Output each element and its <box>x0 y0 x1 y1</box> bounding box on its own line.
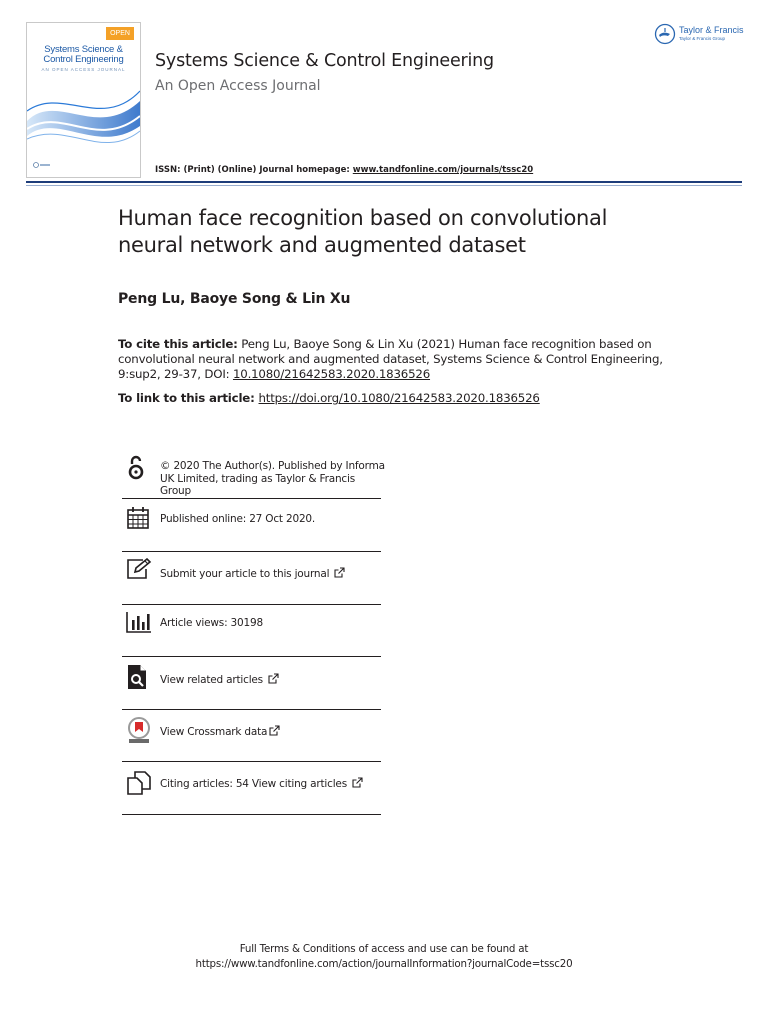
calendar-icon <box>126 506 150 530</box>
publisher-logo-text: Taylor & Francis <box>679 25 744 35</box>
issn-label: ISSN: (Print) (Online) Journal homepage: <box>155 165 353 175</box>
article-link-line <box>118 391 540 405</box>
open-access-icon <box>127 455 145 481</box>
external-link-icon <box>269 725 280 736</box>
bar-chart-icon <box>126 611 152 633</box>
submit-article-link[interactable] <box>160 567 345 580</box>
cite-label: To cite this article: <box>118 337 238 351</box>
cite-doi-link[interactable]: 10.1080/21642583.2020.1836526 <box>232 367 431 381</box>
external-link-icon <box>334 567 345 578</box>
article-title <box>118 205 678 259</box>
info-divider <box>122 604 381 605</box>
cite-text-1: Peng Lu, Baoye Song & Lin Xu (2021) Human face recognition based on <box>237 337 652 351</box>
journal-cover-image <box>26 22 141 178</box>
cover-title-line-1: Systems Science & <box>44 44 123 55</box>
copyright-line-1: © 2020 The Author(s). Published by Informa <box>160 460 385 472</box>
cover-publisher-mark <box>33 162 51 169</box>
journal-homepage-link[interactable]: www.tandfonline.com/journals/tssc20 <box>352 165 534 175</box>
cite-text-3: 9:sup2, 29-37, DOI: <box>118 367 233 381</box>
cover-wave-graphic <box>27 81 140 151</box>
citation-block <box>118 337 678 382</box>
header-divider <box>26 181 742 183</box>
related-articles-icon <box>126 664 148 690</box>
citing-articles-label: Citing articles: 54 View citing articles <box>160 778 347 790</box>
citing-articles-link[interactable] <box>160 777 363 790</box>
publisher-logo-subtext: Taylor & Francis Group <box>679 36 726 41</box>
issn-line <box>155 165 533 175</box>
journal-title: Systems Science & Control Engineering <box>155 51 494 71</box>
footer-terms <box>0 942 768 972</box>
article-info-list <box>122 452 385 832</box>
cover-subtitle: AN OPEN ACCESS JOURNAL <box>41 67 126 72</box>
info-divider <box>122 656 381 657</box>
crossmark-label: View Crossmark data <box>160 726 268 738</box>
external-link-icon <box>268 673 279 684</box>
journal-subtitle: An Open Access Journal <box>155 78 321 94</box>
open-access-badge: OPEN <box>106 27 134 40</box>
citing-articles-icon <box>126 771 152 795</box>
copyright-line-3: Group <box>160 485 191 497</box>
info-divider <box>122 551 381 552</box>
info-divider <box>122 709 381 710</box>
article-views: Article views: 30198 <box>160 617 263 629</box>
article-doi-link[interactable]: https://doi.org/10.1080/21642583.2020.1836526 <box>258 391 540 405</box>
citation-line-2: convolutional neural network and augmented dataset, Systems Science & Control Engineering, <box>118 352 663 366</box>
article-title-line-2: neural network and augmented dataset <box>118 233 526 257</box>
related-articles-label: View related articles <box>160 674 263 686</box>
header-divider-thin <box>26 185 742 186</box>
published-date: Published online: 27 Oct 2020. <box>160 513 316 525</box>
link-label: To link to this article: <box>118 391 259 405</box>
external-link-icon <box>352 777 363 788</box>
info-divider <box>122 814 381 815</box>
footer-terms-link[interactable]: https://www.tandfonline.com/action/journalInformation?journalCode=tssc20 <box>195 958 573 970</box>
cover-title-line-2: Control Engineering <box>43 54 124 65</box>
article-title-line-1: Human face recognition based on convolutional <box>118 206 608 230</box>
footer-line-1: Full Terms & Conditions of access and use can be found at <box>239 943 529 955</box>
view-related-articles-link[interactable] <box>160 673 279 686</box>
copyright-notice <box>160 460 385 498</box>
citation-line-1 <box>118 337 678 352</box>
cover-title <box>31 45 136 65</box>
submit-article-label: Submit your article to this journal <box>160 568 330 580</box>
crossmark-icon <box>126 717 152 745</box>
info-divider <box>122 761 381 762</box>
article-authors: Peng Lu, Baoye Song & Lin Xu <box>118 291 351 307</box>
publisher-logo[interactable] <box>654 22 746 46</box>
taylor-francis-logo-icon <box>654 23 676 45</box>
edit-icon <box>126 558 152 580</box>
info-divider <box>122 498 381 499</box>
view-crossmark-link[interactable] <box>160 725 280 738</box>
citation-line-3 <box>118 367 678 382</box>
cover-publisher-logo-icon <box>33 162 51 168</box>
copyright-line-2: UK Limited, trading as Taylor & Francis <box>160 472 355 485</box>
